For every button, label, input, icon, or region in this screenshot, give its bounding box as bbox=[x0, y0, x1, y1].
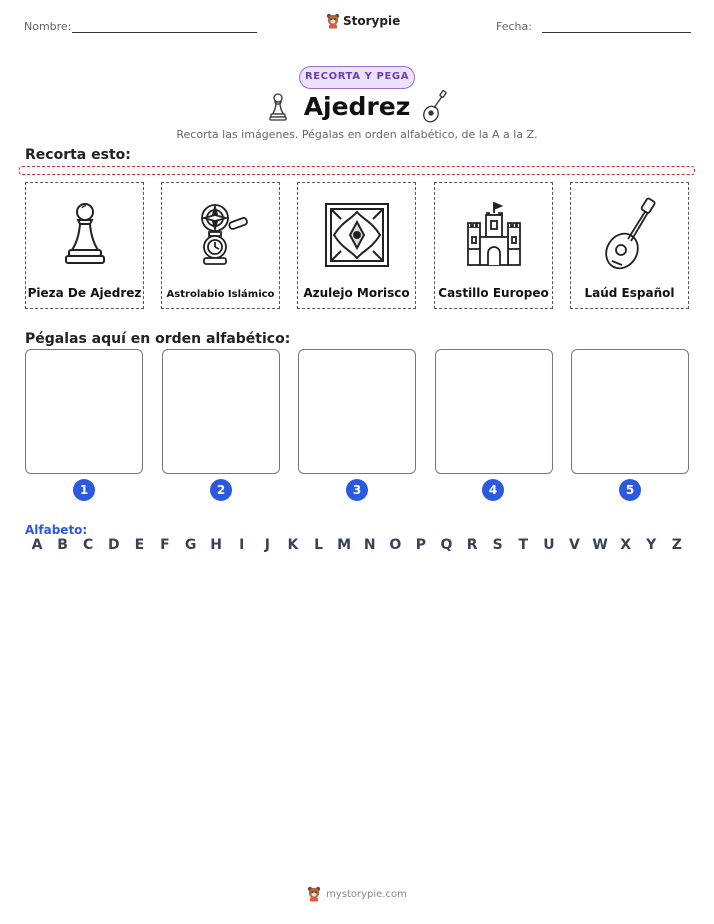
position-number: 3 bbox=[346, 479, 368, 501]
paste-box[interactable] bbox=[162, 349, 280, 474]
alphabet-letter: E bbox=[134, 537, 145, 553]
position-number: 2 bbox=[210, 479, 232, 501]
lute-icon bbox=[422, 90, 448, 124]
alphabet-letter: S bbox=[492, 537, 503, 553]
cut-card-label: Pieza De Ajedrez bbox=[27, 286, 142, 300]
storypie-bear-icon bbox=[307, 886, 321, 902]
castle-icon bbox=[464, 201, 524, 269]
paste-box[interactable] bbox=[571, 349, 689, 474]
name-label: Nombre: bbox=[24, 20, 72, 33]
alphabet-letter: F bbox=[160, 537, 170, 553]
pawn-icon bbox=[63, 200, 107, 270]
alphabet-letter: D bbox=[107, 537, 120, 553]
cut-card-label: Astrolabio Islámico bbox=[166, 289, 275, 300]
page-title: Ajedrez bbox=[303, 92, 411, 121]
tile-icon bbox=[324, 202, 390, 268]
alphabet-letter: N bbox=[363, 537, 376, 553]
activity-type-badge: RECORTA Y PEGA bbox=[299, 66, 415, 89]
alphabet-title: Alfabeto: bbox=[25, 523, 88, 537]
position-number: 1 bbox=[73, 479, 95, 501]
alphabet-letter: R bbox=[466, 537, 478, 553]
alphabet-letter: M bbox=[337, 537, 352, 553]
paste-box[interactable] bbox=[435, 349, 553, 474]
position-number: 4 bbox=[482, 479, 504, 501]
cut-card[interactable] bbox=[297, 182, 416, 309]
alphabet-letter: Y bbox=[646, 537, 657, 553]
alphabet-letter: Z bbox=[671, 537, 682, 553]
storypie-bear-icon bbox=[326, 13, 340, 29]
astrolabe-icon bbox=[191, 202, 251, 268]
lute-icon bbox=[602, 197, 658, 273]
alphabet-letter: H bbox=[210, 537, 223, 553]
alphabet-letter: A bbox=[31, 537, 43, 553]
alphabet-letter: U bbox=[543, 537, 555, 553]
brand-name: Storypie bbox=[343, 14, 401, 28]
alphabet-letter: K bbox=[287, 537, 299, 553]
alphabet-letter: C bbox=[83, 537, 94, 553]
alphabet-letter: V bbox=[569, 537, 580, 553]
alphabet-letter: X bbox=[620, 537, 632, 553]
cut-section-heading: Recorta esto: bbox=[25, 147, 131, 163]
cut-line bbox=[19, 166, 695, 175]
cut-card[interactable] bbox=[161, 182, 280, 309]
alphabet-letter: B bbox=[57, 537, 68, 553]
alphabet-letter: L bbox=[314, 537, 323, 553]
cut-card[interactable] bbox=[570, 182, 689, 309]
position-number: 5 bbox=[619, 479, 641, 501]
paste-section-heading: Pégalas aquí en orden alfabético: bbox=[25, 331, 291, 347]
instructions: Recorta las imágenes. Pégalas en orden alfabético, de la A a la Z. bbox=[176, 128, 538, 141]
cut-card[interactable] bbox=[25, 182, 144, 309]
alphabet-letter: P bbox=[415, 537, 427, 553]
date-line bbox=[542, 32, 691, 33]
cut-card-label: Azulejo Morisco bbox=[303, 286, 410, 300]
alphabet-letter: G bbox=[184, 537, 197, 553]
alphabet-letter: O bbox=[389, 537, 402, 553]
alphabet-letter: J bbox=[264, 537, 270, 553]
cut-card-label: Castillo Europeo bbox=[438, 286, 549, 300]
cut-card-label: Laúd Español bbox=[584, 286, 675, 300]
storypie-logo bbox=[326, 13, 400, 29]
alphabet-letter: Q bbox=[440, 537, 453, 553]
name-line bbox=[72, 32, 257, 33]
alphabet-letter: W bbox=[592, 537, 608, 553]
paste-box[interactable] bbox=[298, 349, 416, 474]
alphabet-letter: T bbox=[518, 537, 529, 553]
footer-url: mystorypie.com bbox=[326, 888, 407, 900]
cut-card[interactable] bbox=[434, 182, 553, 309]
alphabet-row bbox=[25, 537, 689, 553]
date-label: Fecha: bbox=[496, 20, 532, 33]
footer bbox=[0, 886, 714, 902]
paste-box[interactable] bbox=[25, 349, 143, 474]
alphabet-letter: I bbox=[239, 537, 245, 553]
